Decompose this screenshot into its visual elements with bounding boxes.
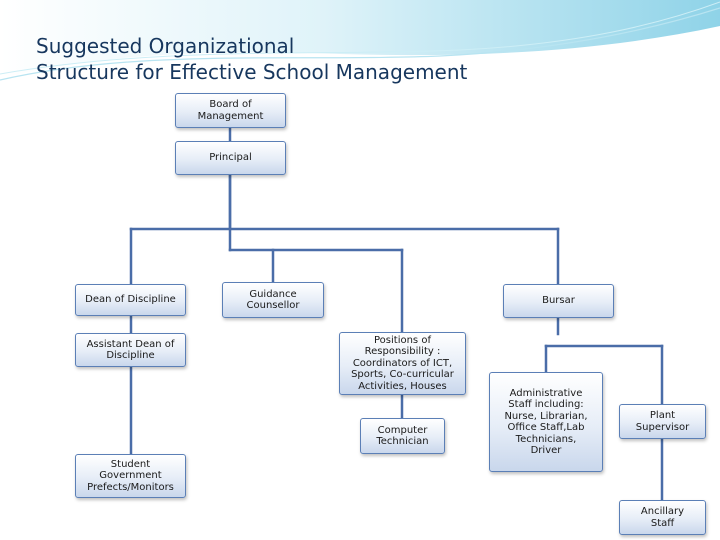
org-node-guidance-counsellor bbox=[222, 282, 324, 318]
org-node-label: Bursar bbox=[542, 295, 575, 307]
org-node-dean-of-discipline bbox=[75, 284, 186, 316]
org-node-label: Plant Supervisor bbox=[635, 410, 690, 433]
slide-title-line-2: Structure for Effective School Management bbox=[36, 60, 468, 84]
org-node-bursar bbox=[503, 284, 614, 318]
org-node-label: Principal bbox=[209, 152, 252, 164]
org-node-positions-of-responsibility bbox=[339, 332, 466, 395]
org-node-label: Computer Technician bbox=[376, 424, 429, 447]
org-node-label: Student Government Prefects/Monitors bbox=[87, 458, 174, 493]
org-node-ancillary-staff bbox=[619, 500, 706, 535]
org-node-board-of-management bbox=[175, 93, 286, 128]
org-node-label: Guidance Counsellor bbox=[246, 288, 300, 311]
org-node-student-government bbox=[75, 454, 186, 498]
org-node-assistant-dean bbox=[75, 333, 186, 367]
org-node-label: Positions of Responsibility : Coordinators of ICT, Sports, Co-curricular Activities, Houses bbox=[351, 334, 454, 392]
slide-title-line-1: Suggested Organizational bbox=[36, 34, 295, 58]
org-node-label: Ancillary Staff bbox=[640, 506, 685, 529]
org-node-label: Assistant Dean of Discipline bbox=[86, 338, 175, 361]
org-node-label: Administrative Staff including: Nurse, Librarian, Office Staff,Lab Technicians, Driver bbox=[504, 387, 588, 456]
org-node-administrative-staff bbox=[489, 372, 603, 472]
org-node-computer-technician bbox=[360, 418, 445, 454]
org-node-label: Board of Management bbox=[197, 99, 264, 122]
org-node-label: Dean of Discipline bbox=[85, 294, 176, 306]
org-node-plant-supervisor bbox=[619, 404, 706, 439]
org-node-principal bbox=[175, 141, 286, 175]
